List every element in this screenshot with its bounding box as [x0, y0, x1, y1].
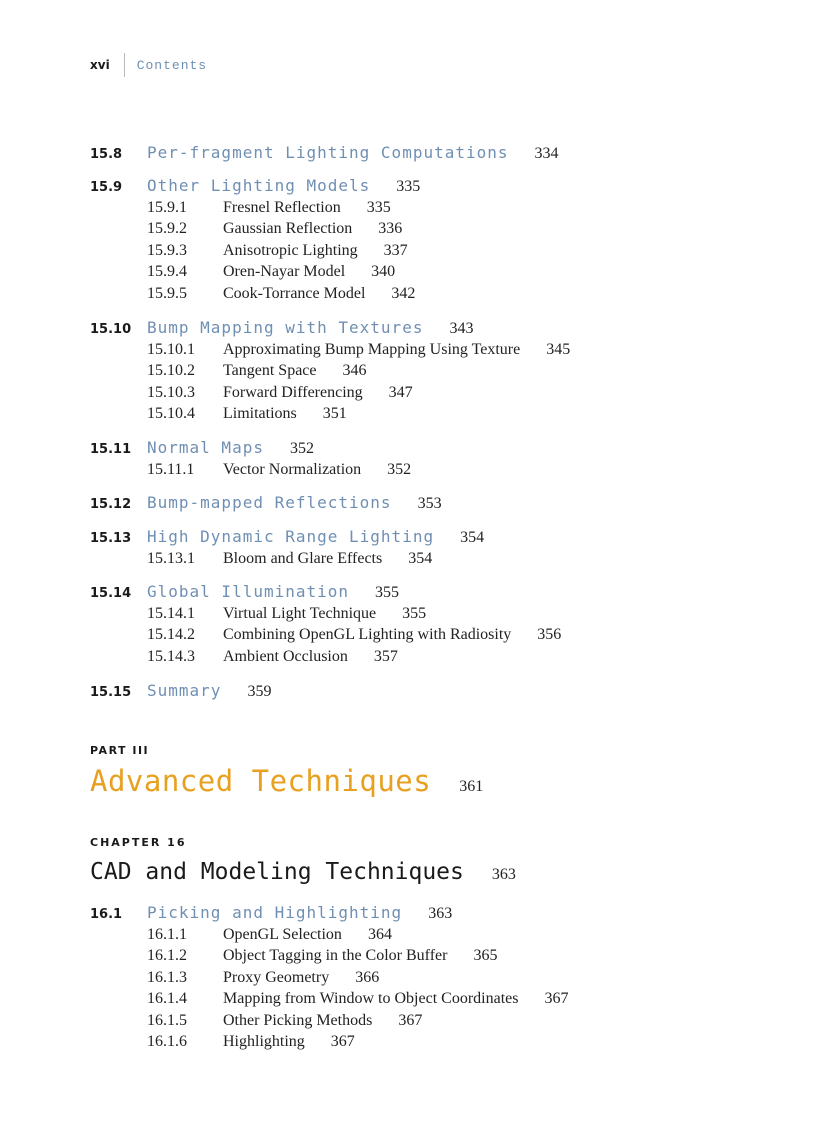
subsection-title: Gaussian Reflection: [223, 220, 353, 238]
subsection-entry[interactable]: [90, 1010, 816, 1031]
section-page: 335: [396, 178, 421, 195]
subsection-entry[interactable]: [90, 988, 816, 1009]
section-title: Bump-mapped Reflections: [147, 493, 392, 512]
subsection-number: 15.10.1: [147, 341, 195, 358]
section-entry[interactable]: [90, 142, 816, 164]
section-entry[interactable]: [90, 680, 816, 702]
subsection-number: 15.10.2: [147, 362, 195, 380]
subsection-entry[interactable]: [90, 1031, 816, 1052]
subsection-entry[interactable]: [90, 283, 816, 304]
subsection-entry[interactable]: [90, 646, 816, 667]
section-page: 343: [449, 320, 474, 337]
toc-section: [90, 581, 816, 667]
part-page: 361: [459, 778, 484, 795]
toc-section: [90, 317, 816, 425]
subsection-title: Bloom and Glare Effects: [223, 550, 383, 567]
subsection-entry[interactable]: [90, 403, 816, 424]
subsection-entry[interactable]: [90, 603, 816, 624]
subsection-entry[interactable]: [90, 548, 816, 569]
subsection-entry[interactable]: [90, 967, 816, 988]
subsection-page: 345: [546, 341, 571, 358]
section-number: 15.13: [90, 531, 132, 546]
subsection-page: 357: [373, 647, 398, 665]
section-entry[interactable]: [90, 581, 816, 603]
section-number: 15.11: [90, 442, 132, 457]
subsection-page: 336: [378, 220, 403, 238]
subsection-number: 15.10.3: [147, 383, 195, 401]
section-title: Normal Maps: [147, 438, 264, 457]
subsection-number: 15.14.3: [147, 647, 195, 665]
toc-section: [90, 437, 816, 480]
section-entry[interactable]: [90, 175, 816, 197]
subsection-title: Fresnel Reflection: [223, 199, 341, 216]
subsection-number: 15.9.3: [147, 241, 187, 259]
chapter-title: CAD and Modeling Techniques: [90, 859, 464, 885]
section-number: 15.10: [90, 322, 132, 337]
subsection-title: OpenGL Selection: [223, 926, 342, 943]
subsection-entry[interactable]: [90, 240, 816, 261]
subsection-number: 15.14.1: [147, 605, 195, 622]
subsection-page: 367: [398, 1011, 423, 1029]
subsection-entry[interactable]: [90, 261, 816, 282]
subsection-page: 351: [322, 405, 347, 423]
toc-section: [90, 526, 816, 569]
running-header: [90, 53, 207, 77]
subsection-page: 356: [537, 626, 562, 644]
subsection-title: Forward Differencing: [223, 383, 363, 401]
chapter-page: 363: [491, 866, 516, 883]
part-label: PART III: [90, 744, 150, 757]
subsection-page: 352: [387, 461, 412, 478]
subsection-entry[interactable]: [90, 218, 816, 239]
toc-section: [90, 492, 816, 514]
subsection-page: 367: [544, 990, 569, 1008]
subsection-number: 16.1.3: [147, 968, 187, 986]
subsection-page: 337: [383, 241, 408, 259]
subsection-number: 15.14.2: [147, 626, 195, 644]
subsection-page: 354: [408, 550, 433, 567]
subsection-number: 16.1.1: [147, 926, 187, 943]
section-page: 334: [534, 145, 559, 162]
subsection-title: Limitations: [223, 405, 297, 423]
section-page: 353: [417, 495, 442, 512]
section-entry[interactable]: [90, 902, 816, 924]
subsection-number: 16.1.2: [147, 947, 187, 965]
subsection-number: 15.10.4: [147, 405, 195, 423]
chapter-heading: [90, 859, 516, 885]
subsection-entry[interactable]: [90, 339, 816, 360]
subsection-entry[interactable]: [90, 924, 816, 945]
section-title: Bump Mapping with Textures: [147, 318, 424, 337]
section-number: 16.1: [90, 907, 123, 922]
section-number: 15.14: [90, 586, 132, 601]
toc-section: [90, 175, 816, 304]
subsection-title: Tangent Space: [223, 362, 317, 380]
subsection-entry[interactable]: [90, 382, 816, 403]
subsection-title: Object Tagging in the Color Buffer: [223, 947, 448, 965]
subsection-number: 15.11.1: [147, 461, 195, 478]
section-number: 15.9: [90, 180, 123, 195]
subsection-entry[interactable]: [90, 459, 816, 480]
toc-section: [90, 902, 816, 1052]
subsection-number: 16.1.5: [147, 1011, 187, 1029]
toc-section: [90, 142, 816, 164]
subsection-page: 347: [388, 383, 413, 401]
section-page: 355: [375, 584, 400, 601]
section-title: High Dynamic Range Lighting: [147, 527, 435, 546]
subsection-page: 335: [366, 199, 391, 216]
subsection-page: 340: [371, 263, 396, 281]
header-label: Contents: [136, 57, 208, 73]
section-page: 359: [247, 683, 272, 700]
subsection-entry[interactable]: [90, 624, 816, 645]
subsection-page: 355: [402, 605, 427, 622]
part-title: Advanced Techniques: [90, 764, 432, 798]
chapter-label: CHAPTER 16: [90, 836, 187, 849]
section-title: Global Illumination: [147, 582, 350, 601]
section-number: 15.15: [90, 685, 132, 700]
subsection-number: 15.9.5: [147, 284, 187, 302]
subsection-title: Ambient Occlusion: [223, 647, 348, 665]
section-page: 363: [428, 905, 453, 922]
subsection-title: Vector Normalization: [223, 461, 362, 478]
subsection-entry[interactable]: [90, 360, 816, 381]
part-heading: [90, 764, 483, 798]
section-title: Summary: [147, 681, 222, 700]
subsection-title: Mapping from Window to Object Coordinates: [223, 990, 519, 1008]
subsection-title: Oren-Nayar Model: [223, 263, 346, 281]
subsection-entry[interactable]: [90, 945, 816, 966]
subsection-page: 366: [355, 968, 380, 986]
header-divider: [124, 53, 125, 77]
subsection-page: 365: [473, 947, 498, 965]
section-title: Picking and Highlighting: [147, 903, 403, 922]
subsection-number: 15.13.1: [147, 550, 195, 567]
subsection-title: Proxy Geometry: [223, 968, 330, 986]
subsection-title: Highlighting: [223, 1032, 305, 1050]
subsection-number: 15.9.2: [147, 220, 187, 238]
section-title: Other Lighting Models: [147, 176, 371, 195]
section-entry[interactable]: [90, 492, 816, 514]
subsection-title: Other Picking Methods: [223, 1011, 373, 1029]
subsection-number: 16.1.4: [147, 990, 187, 1008]
subsection-title: Cook-Torrance Model: [223, 284, 366, 302]
subsection-page: 364: [367, 926, 392, 943]
subsection-entry[interactable]: [90, 197, 816, 218]
subsection-number: 16.1.6: [147, 1032, 187, 1050]
subsection-title: Approximating Bump Mapping Using Texture: [223, 341, 521, 358]
section-page: 354: [460, 529, 485, 546]
section-number: 15.12: [90, 497, 132, 512]
subsection-page: 342: [391, 284, 416, 302]
section-page: 352: [289, 440, 314, 457]
toc-section: [90, 680, 816, 702]
subsection-title: Anisotropic Lighting: [223, 241, 358, 259]
section-title: Per-fragment Lighting Computations: [147, 143, 509, 162]
subsection-title: Combining OpenGL Lighting with Radiosity: [223, 626, 512, 644]
section-entry[interactable]: [90, 437, 816, 459]
subsection-number: 15.9.4: [147, 263, 187, 281]
section-number: 15.8: [90, 147, 123, 162]
subsection-page: 367: [330, 1032, 355, 1050]
subsection-page: 346: [342, 362, 367, 380]
page-number: xvi: [90, 58, 110, 72]
section-entry[interactable]: [90, 526, 816, 548]
subsection-title: Virtual Light Technique: [223, 605, 377, 622]
subsection-number: 15.9.1: [147, 199, 187, 216]
section-entry[interactable]: [90, 317, 816, 339]
